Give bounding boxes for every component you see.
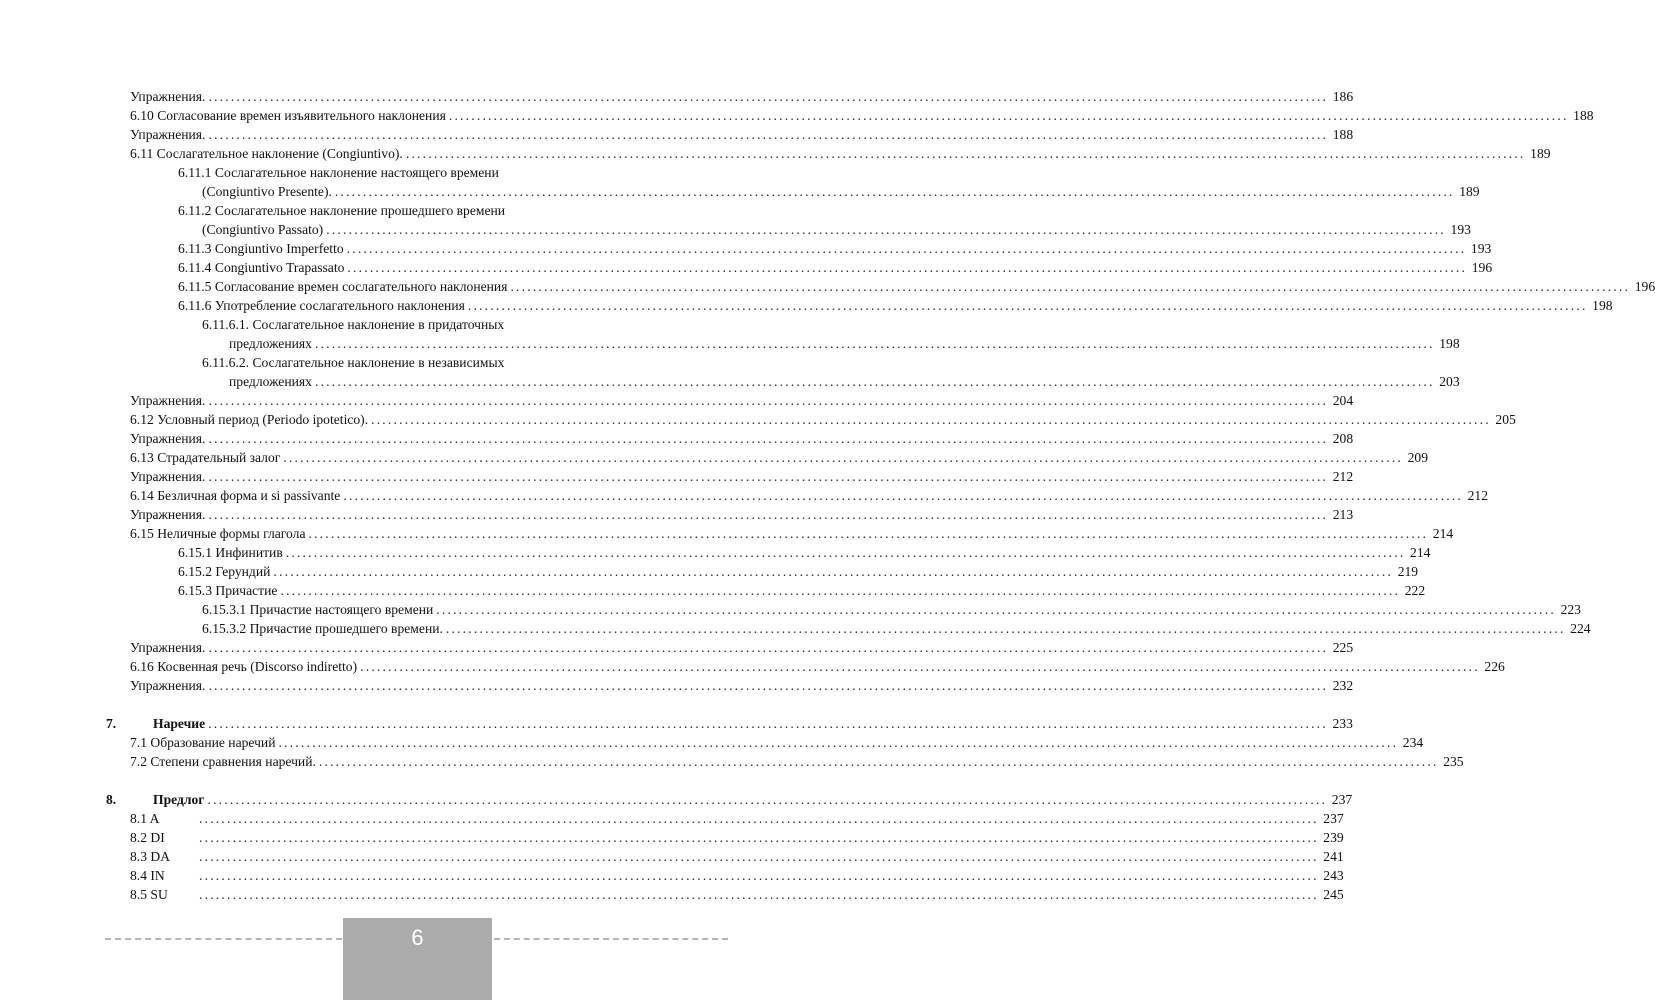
section-spacer [0,771,800,790]
toc-entry-title: 6.11.3 Congiuntivo Imperfetto [178,241,344,256]
toc-entry-title: предложениях [229,336,312,351]
toc-page-number: 198 [1439,336,1460,351]
toc-entry-title: Предлог [153,792,205,807]
toc-entry[interactable] [0,733,1424,752]
toc-entry[interactable] [0,182,1480,201]
toc-entry[interactable] [0,543,1431,562]
toc-page-number: 188 [1573,108,1594,123]
toc-entry[interactable] [0,619,1591,638]
chapter-number: 8. [106,792,117,807]
toc-entry-title: 6.15.3.1 Причастие настоящего времени [202,602,434,617]
toc-page-number: 219 [1397,564,1419,579]
dot-leader: ........................................................................................................................................................................................................ [326,222,1446,237]
toc-page-number: 212 [1467,488,1489,503]
toc-entry-title: 8.5 SU [130,887,168,902]
toc-page-number: 212 [1332,469,1354,484]
dot-leader: ........................................................................................................................................................................................................ [510,279,1631,294]
toc-entry[interactable] [0,676,1354,695]
toc-page-number: 189 [1530,146,1551,161]
dot-leader: ........................................................................................................................................................................................................ [360,659,1480,674]
toc-entry[interactable] [0,486,1489,505]
toc-entry-title: Упражнения. [130,89,206,104]
toc-entry-title: 6.11.2 Сослагательное наклонение прошедшего времени [178,203,506,218]
toc-entry[interactable] [0,87,1354,106]
toc-entry-title: Упражнения. [130,127,206,142]
toc-entry-title: 7.1 Образование наречий [130,735,276,750]
page-number: 6 [411,925,424,950]
toc-entry-title: Упражнения. [130,393,206,408]
toc-page-number: 189 [1459,184,1480,199]
toc-page-number: 237 [1331,792,1353,807]
toc-page-number: 234 [1402,735,1424,750]
toc-entry[interactable] [0,448,1429,467]
toc-entry-title: 6.16 Косвенная речь (Discorso indiretto) [130,659,358,674]
dot-leader: ........................................................................................................................................................................................................ [405,146,1526,161]
toc-entry[interactable] [0,106,1594,125]
toc-entry[interactable] [0,277,1655,296]
toc-entry-title: 6.15.3 Причастие [178,583,278,598]
toc-page-number: 204 [1332,393,1354,408]
toc-entry[interactable] [0,144,1551,163]
toc-entry[interactable] [0,505,1354,524]
dot-leader: ........................................................................................................................................................................................................ [308,526,1429,541]
page-footer [0,918,800,1000]
dot-leader: ........................................................................................................................................................................................................ [207,792,1328,807]
toc-page-number: 198 [1592,298,1613,313]
toc-entry-title: 6.10 Согласование времен изъявительного наклонения [130,108,446,123]
toc-entry-title: 6.11.6 Употребление сослагательного наклонения [178,298,465,313]
dot-leader: ........................................................................................................................................................................................................ [208,431,1329,446]
toc-entry-title: (Congiuntivo Passato) [202,222,324,237]
dot-leader: ........................................................................................................................................................................................................ [445,621,1566,636]
toc-entry-title: 6.11.6.1. Сослагательное наклонение в придаточных [202,317,505,332]
section-spacer [0,695,800,714]
toc-entry-title: 6.14 Безличная форма и si passivante [130,488,341,503]
toc-entry-title: 6.11.5 Согласование времен сослагательного наклонения [178,279,508,294]
dot-leader: ........................................................................................................................................................................................................ [208,89,1329,104]
toc-entry-title: 6.15.3.2 Причастие прошедшего времени. [202,621,443,636]
toc-entry-title: Наречие [153,716,206,731]
dot-leader: ........................................................................................................................................................................................................ [208,469,1329,484]
toc-entry-title: Упражнения. [130,678,206,693]
dot-leader: ........................................................................................................................................................................................................ [280,583,1401,598]
toc-page-number: 193 [1470,241,1492,256]
toc-entry[interactable] [0,847,1344,866]
toc-entry[interactable] [0,334,1460,353]
toc-entry-title: Упражнения. [130,507,206,522]
toc-entry-title: 6.11.4 Congiuntivo Trapassato [178,260,345,275]
dot-leader: ........................................................................................................................................................................................................ [199,811,1319,826]
toc-entry[interactable] [0,258,1493,277]
dot-leader: ........................................................................................................................................................................................................ [448,108,1569,123]
toc-entry-title: 8.2 DI [130,830,165,845]
table-of-contents [0,87,1655,904]
toc-entry[interactable] [0,429,1354,448]
toc-page-number: 213 [1332,507,1354,522]
footer-dashed-rule-right [494,938,728,940]
dot-leader: ........................................................................................................................................................................................................ [199,868,1319,883]
toc-entry-title: 6.15.2 Герундий [178,564,271,579]
toc-entry[interactable] [0,866,1344,885]
toc-entry-title: 6.11.6.2. Сослагательное наклонение в независимых [202,355,505,370]
dot-leader: ........................................................................................................................................................................................................ [208,507,1329,522]
toc-entry-title: предложениях [229,374,312,389]
toc-entry[interactable] [0,885,1344,904]
toc-entry[interactable] [0,467,1354,486]
dot-leader: ........................................................................................................................................................................................................ [199,887,1319,902]
toc-page-number: 193 [1450,222,1471,237]
toc-page-number: 188 [1332,127,1354,142]
toc-entry[interactable] [0,581,1426,600]
toc-entry[interactable] [0,315,800,334]
toc-entry-title: Упражнения. [130,431,206,446]
toc-page-number: 223 [1560,602,1581,617]
dot-leader: ........................................................................................................................................................................................................ [208,127,1329,142]
toc-entry[interactable] [0,353,800,372]
dot-leader: ........................................................................................................................................................................................................ [436,602,1556,617]
toc-entry-title: 6.12 Условный период (Periodo ipotetico). [130,412,369,427]
toc-entry-title: 8.3 DA [130,849,171,864]
page-number-tab [343,918,492,1000]
toc-page-number: 209 [1407,450,1429,465]
toc-chapter-entry[interactable] [0,714,1353,733]
dot-leader: ........................................................................................................................................................................................................ [283,450,1404,465]
dot-leader: ........................................................................................................................................................................................................ [285,545,1406,560]
toc-page-number: 222 [1404,583,1426,598]
toc-page-number: 205 [1495,412,1516,427]
toc-entry[interactable] [0,296,1613,315]
dot-leader: ........................................................................................................................................................................................................ [208,716,1328,731]
dot-leader: ........................................................................................................................................................................................................ [318,754,1439,769]
dot-leader: ........................................................................................................................................................................................................ [199,830,1319,845]
toc-page-number: 196 [1634,279,1655,294]
toc-entry[interactable] [0,239,1492,258]
toc-entry[interactable] [0,562,1419,581]
toc-entry[interactable] [0,201,800,220]
dot-leader: ........................................................................................................................................................................................................ [273,564,1394,579]
toc-page-number: 196 [1471,260,1493,275]
toc-page-number: 214 [1432,526,1454,541]
toc-page-number: 203 [1439,374,1460,389]
toc-entry-title: Упражнения. [130,469,206,484]
toc-entry[interactable] [0,410,1516,429]
toc-page-number: 243 [1323,868,1344,883]
toc-entry[interactable] [0,125,1354,144]
toc-entry-title: 8.4 IN [130,868,165,883]
dot-leader: ........................................................................................................................................................................................................ [208,678,1329,693]
toc-entry-title: 6.15.1 Инфинитив [178,545,283,560]
toc-page-number: 239 [1323,830,1344,845]
toc-page-number: 241 [1323,849,1344,864]
toc-entry-title: (Congiuntivo Presente). [202,184,332,199]
toc-entry[interactable] [0,391,1354,410]
toc-entry[interactable] [0,372,1460,391]
toc-page-number: 214 [1410,545,1431,560]
dot-leader: ........................................................................................................................................................................................................ [346,241,1467,256]
toc-entry-title: 6.15 Неличные формы глагола [130,526,306,541]
toc-entry[interactable] [0,163,800,182]
toc-page-number: 226 [1484,659,1505,674]
toc-page-number: 224 [1570,621,1591,636]
toc-page-number: 232 [1332,678,1354,693]
dot-leader: ........................................................................................................................................................................................................ [208,640,1329,655]
toc-entry[interactable] [0,600,1581,619]
toc-page-number: 245 [1323,887,1344,902]
dot-leader: ........................................................................................................................................................................................................ [208,393,1329,408]
toc-entry[interactable] [0,752,1464,771]
toc-entry-title: 6.11.1 Сослагательное наклонение настоящего времени [178,165,499,180]
toc-entry-title: Упражнения. [130,640,206,655]
toc-entry[interactable] [0,220,1471,239]
dot-leader: ........................................................................................................................................................................................................ [334,184,1455,199]
dot-leader: ........................................................................................................................................................................................................ [314,336,1435,351]
toc-entry-title: 7.2 Степени сравнения наречий. [130,754,316,769]
toc-entry-title: 8.1 A [130,811,160,826]
toc-entry[interactable] [0,828,1344,847]
toc-chapter-entry[interactable] [0,790,1353,809]
footer-dashed-rule-left [105,938,342,940]
dot-leader: ........................................................................................................................................................................................................ [371,412,1491,427]
chapter-number: 7. [106,716,117,731]
toc-entry[interactable] [0,524,1454,543]
toc-entry-title: 6.11 Сослагательное наклонение (Congiuntivo). [130,146,403,161]
dot-leader: ........................................................................................................................................................................................................ [347,260,1468,275]
toc-page-number: 208 [1332,431,1354,446]
toc-page-number: 225 [1332,640,1354,655]
toc-entry[interactable] [0,657,1505,676]
toc-page-number: 235 [1443,754,1464,769]
dot-leader: ........................................................................................................................................................................................................ [467,298,1588,313]
dot-leader: ........................................................................................................................................................................................................ [343,488,1464,503]
toc-entry[interactable] [0,638,1354,657]
dot-leader: ........................................................................................................................................................................................................ [278,735,1399,750]
toc-entry[interactable] [0,809,1344,828]
dot-leader: ........................................................................................................................................................................................................ [314,374,1435,389]
toc-page-number: 237 [1323,811,1344,826]
toc-page-number: 233 [1332,716,1353,731]
dot-leader: ........................................................................................................................................................................................................ [199,849,1319,864]
toc-entry-title: 6.13 Страдательный залог [130,450,281,465]
toc-page-number: 186 [1332,89,1354,104]
